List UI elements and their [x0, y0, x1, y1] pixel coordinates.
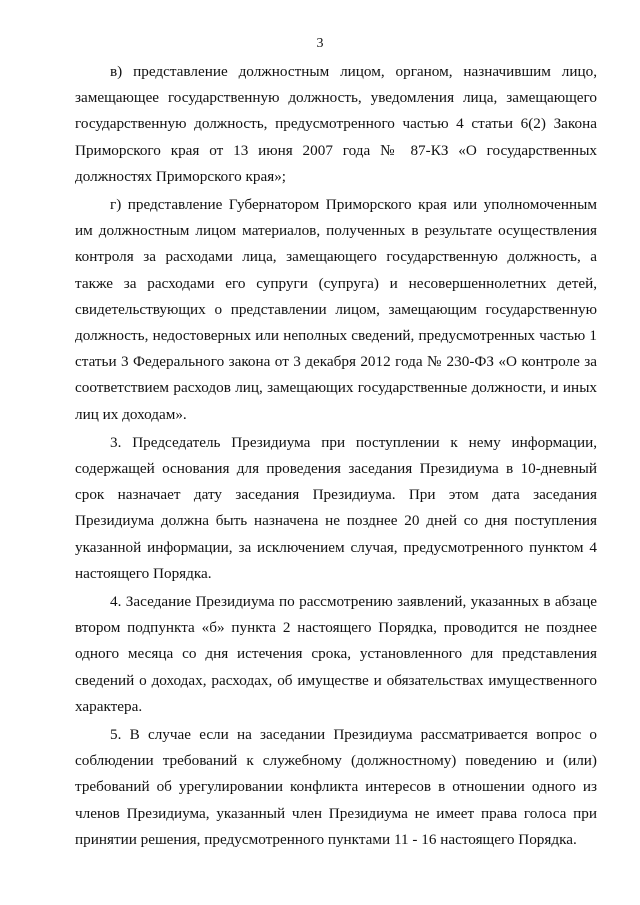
- paragraph-subitem-g: г) представление Губернатором Приморского края или уполномоченным им должностным лицом материалов, полученных в результате осуществления контроля за расходами лица, замещающего государственную должность, а также за расходами его супруги (супруга) и несовершеннолетних детей, свидетельствующих о представлении лицом, замещающим государственную должность, недостоверных или неполных сведений, предусмотренных частью 1 статьи 3 Федерального закона от 3 декабря 2012 года № 230-ФЗ «О контроле за соответствием расходов лиц, замещающих государственные должности, и иных лиц их доходам».: [75, 196, 597, 423]
- paragraph-item-4: 4. Заседание Президиума по рассмотрению заявлений, указанных в абзаце втором подпункта «б» пункта 2 настоящего Порядка, проводится не позднее одного месяца со дня истечения срока, установленного для представления сведений о доходах, расходах, об имуществе и обязательствах имущественного характера.: [75, 593, 597, 715]
- paragraph-subitem-v: в) представление должностным лицом, органом, назначившим лицо, замещающее государственную должность, уведомления лица, замещающего государственную должность, предусмотренного частью 4 статьи 6(2) Закона Приморского края от 13 июня 2007 года № 87-КЗ «О государственных должностях Приморского края»;: [75, 63, 597, 185]
- document-body: [75, 59, 597, 855]
- page-number: 3: [316, 36, 324, 51]
- paragraph-item-5: 5. В случае если на заседании Президиума рассматривается вопрос о соблюдении требований к служебному (должностному) поведению и (или) требований об урегулировании конфликта интересов в отношении одного из членов Президиума, указанный член Президиума не имеет права голоса при принятии решения, предусмотренного пунктами 11 - 16 настоящего Порядка.: [75, 726, 597, 848]
- paragraph-item-3: 3. Председатель Президиума при поступлении к нему информации, содержащей основания для проведения заседания Президиума в 10-дневный срок назначает дату заседания Президиума. При этом дата заседания Президиума должна быть назначена не позднее 20 дней со дня поступления указанной информации, за исключением случая, предусмотренного пунктом 4 настоящего Порядка.: [75, 433, 597, 582]
